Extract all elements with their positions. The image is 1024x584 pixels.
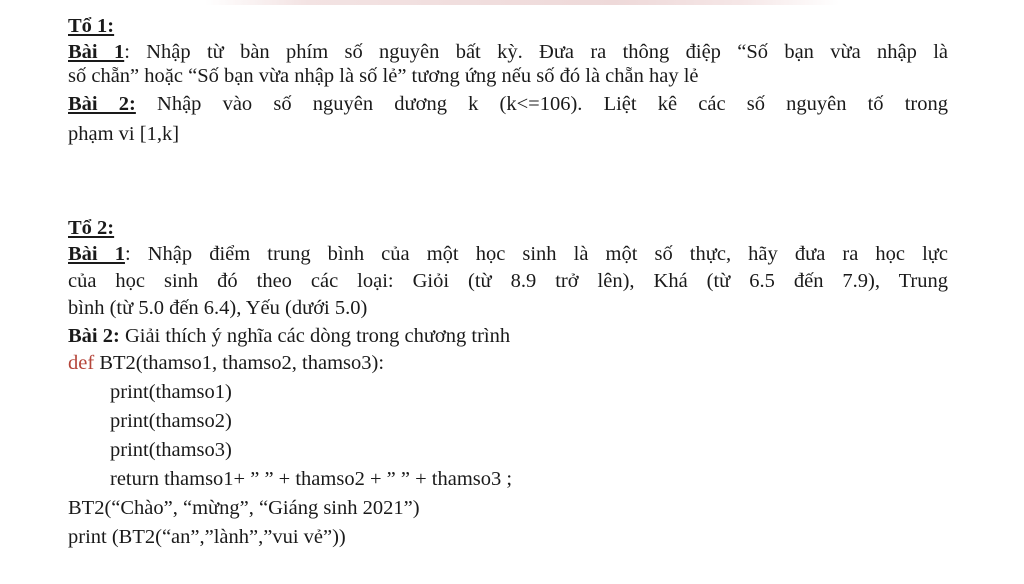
group1-ex2-text1: Nhập vào số nguyên dương k (k<=106). Liệt kê các số nguyên tố trong bbox=[135, 93, 948, 115]
group2-ex1-line1 bbox=[68, 242, 948, 266]
group1-ex2-label: Bài 2: bbox=[68, 93, 136, 115]
top-edge-strip bbox=[0, 0, 1024, 5]
code-call1-line: BT2(“Chào”, “mừng”, “Giáng sinh 2021”) bbox=[68, 497, 420, 519]
code-body-line: print(thamso2) bbox=[110, 410, 232, 432]
group1-ex1-line1 bbox=[68, 40, 948, 64]
group1-ex2-line1 bbox=[68, 92, 948, 116]
group1-ex1-text1: : Nhập từ bàn phím số nguyên bất kỳ. Đưa ra thông điệp “Số bạn vừa nhập là bbox=[124, 41, 948, 63]
group2-ex1-text1: : Nhập điểm trung bình của một học sinh là một số thực, hãy đưa ra học lực bbox=[124, 243, 948, 265]
code-def-signature: BT2(thamso1, thamso2, thamso3): bbox=[94, 352, 385, 374]
code-def-line bbox=[68, 351, 948, 376]
group2-ex2-line bbox=[68, 324, 948, 348]
group2-ex2-text: Giải thích ý nghĩa các dòng trong chương trình bbox=[119, 325, 511, 347]
code-def-keyword: def bbox=[68, 352, 95, 374]
group1-heading: Tổ 1: bbox=[68, 15, 115, 37]
group1-ex1-label: Bài 1 bbox=[68, 41, 125, 63]
code-call2-line: print (BT2(“an”,”lành”,”vui vẻ”)) bbox=[68, 526, 346, 548]
group1-ex1-line2: số chẵn” hoặc “Số bạn vừa nhập là số lẻ” tương ứng nếu số đó là chẵn hay lẻ bbox=[68, 65, 699, 87]
group1-ex2-line2: phạm vi [1,k] bbox=[68, 123, 180, 145]
group2-ex2-label: Bài 2: bbox=[68, 325, 120, 347]
group2-ex1-line3: bình (từ 5.0 đến 6.4), Yếu (dưới 5.0) bbox=[68, 297, 368, 319]
group2-ex1-label: Bài 1 bbox=[68, 243, 125, 265]
group2-heading: Tổ 2: bbox=[68, 217, 115, 239]
code-return-line: return thamso1+ ” ” + thamso2 + ” ” + thamso3 ; bbox=[110, 468, 513, 490]
document-page bbox=[68, 14, 948, 550]
code-body-line: print(thamso3) bbox=[110, 439, 232, 461]
group2-ex1-line2: của học sinh đó theo các loại: Giỏi (từ 8.9 trở lên), Khá (từ 6.5 đến 7.9), Trung bbox=[68, 270, 948, 292]
code-body-line: print(thamso1) bbox=[110, 381, 232, 403]
